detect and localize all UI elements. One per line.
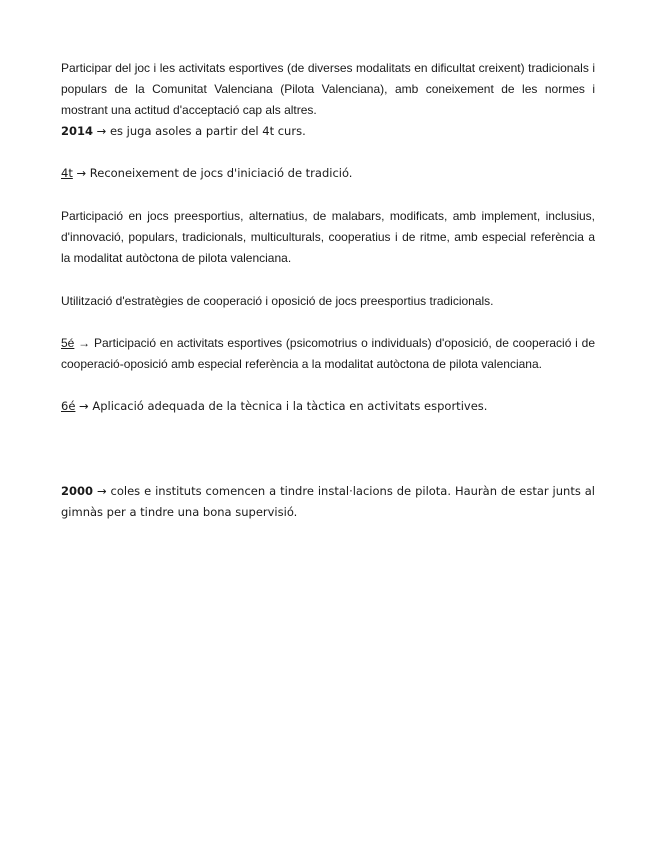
paragraph-2000 <box>61 481 595 523</box>
paragraph-objective-text: Participar del joc i les activitats esportives (de diverses modalitats en dificultat creixent) tradicionals i populars de la Comunitat Valenciana (Pilota Valenciana), amb coneixement de les normes i mostrant una actitud d'acceptació cap als altres. <box>61 61 595 117</box>
paragraph-4t-text: → Reconeixement de jocs d'iniciació de tradició. <box>72 166 353 180</box>
paragraph-2014 <box>61 124 306 138</box>
grade-6e: 6é <box>61 399 76 413</box>
paragraph-5e-text: → Participació en activitats esportives (psicomotrius o individuals) d'oposició, de cooperació i de cooperació-oposició amb especial referència a la modalitat autòctona de pilota valenciana. <box>61 336 595 371</box>
paragraph-2014-text: → es juga asoles a partir del 4t curs. <box>93 124 306 138</box>
grade-5e: 5é <box>61 336 75 350</box>
paragraph-objective <box>61 58 595 142</box>
paragraph-6e-text: → Aplicació adequada de la tècnica i la tàctica en activitats esportives. <box>75 399 488 413</box>
year-2000: 2000 <box>61 484 94 498</box>
paragraph-5e <box>61 333 595 375</box>
paragraph-4t <box>61 163 595 184</box>
grade-4t: 4t <box>61 166 73 180</box>
paragraph-utilitzacio-text: Utilització d'estratègies de cooperació i oposició de jocs preesportius tradicionals. <box>61 294 494 308</box>
paragraph-6e <box>61 396 595 417</box>
paragraph-utilitzacio <box>61 291 595 312</box>
paragraph-2000-text: → coles e instituts comencen a tindre instal·lacions de pilota. Hauràn de estar junts al gimnàs per a tindre una bona supervisió. <box>61 484 595 519</box>
year-2014: 2014 <box>61 124 94 138</box>
paragraph-participacio <box>61 206 595 269</box>
paragraph-participacio-text: Participació en jocs preesportius, alternatius, de malabars, modificats, amb implement, inclusius, d'innovació, populars, tradicionals, multiculturals, cooperatius i de ritme, amb especial referència a la modalitat autòctona de pilota valenciana. <box>61 209 595 265</box>
